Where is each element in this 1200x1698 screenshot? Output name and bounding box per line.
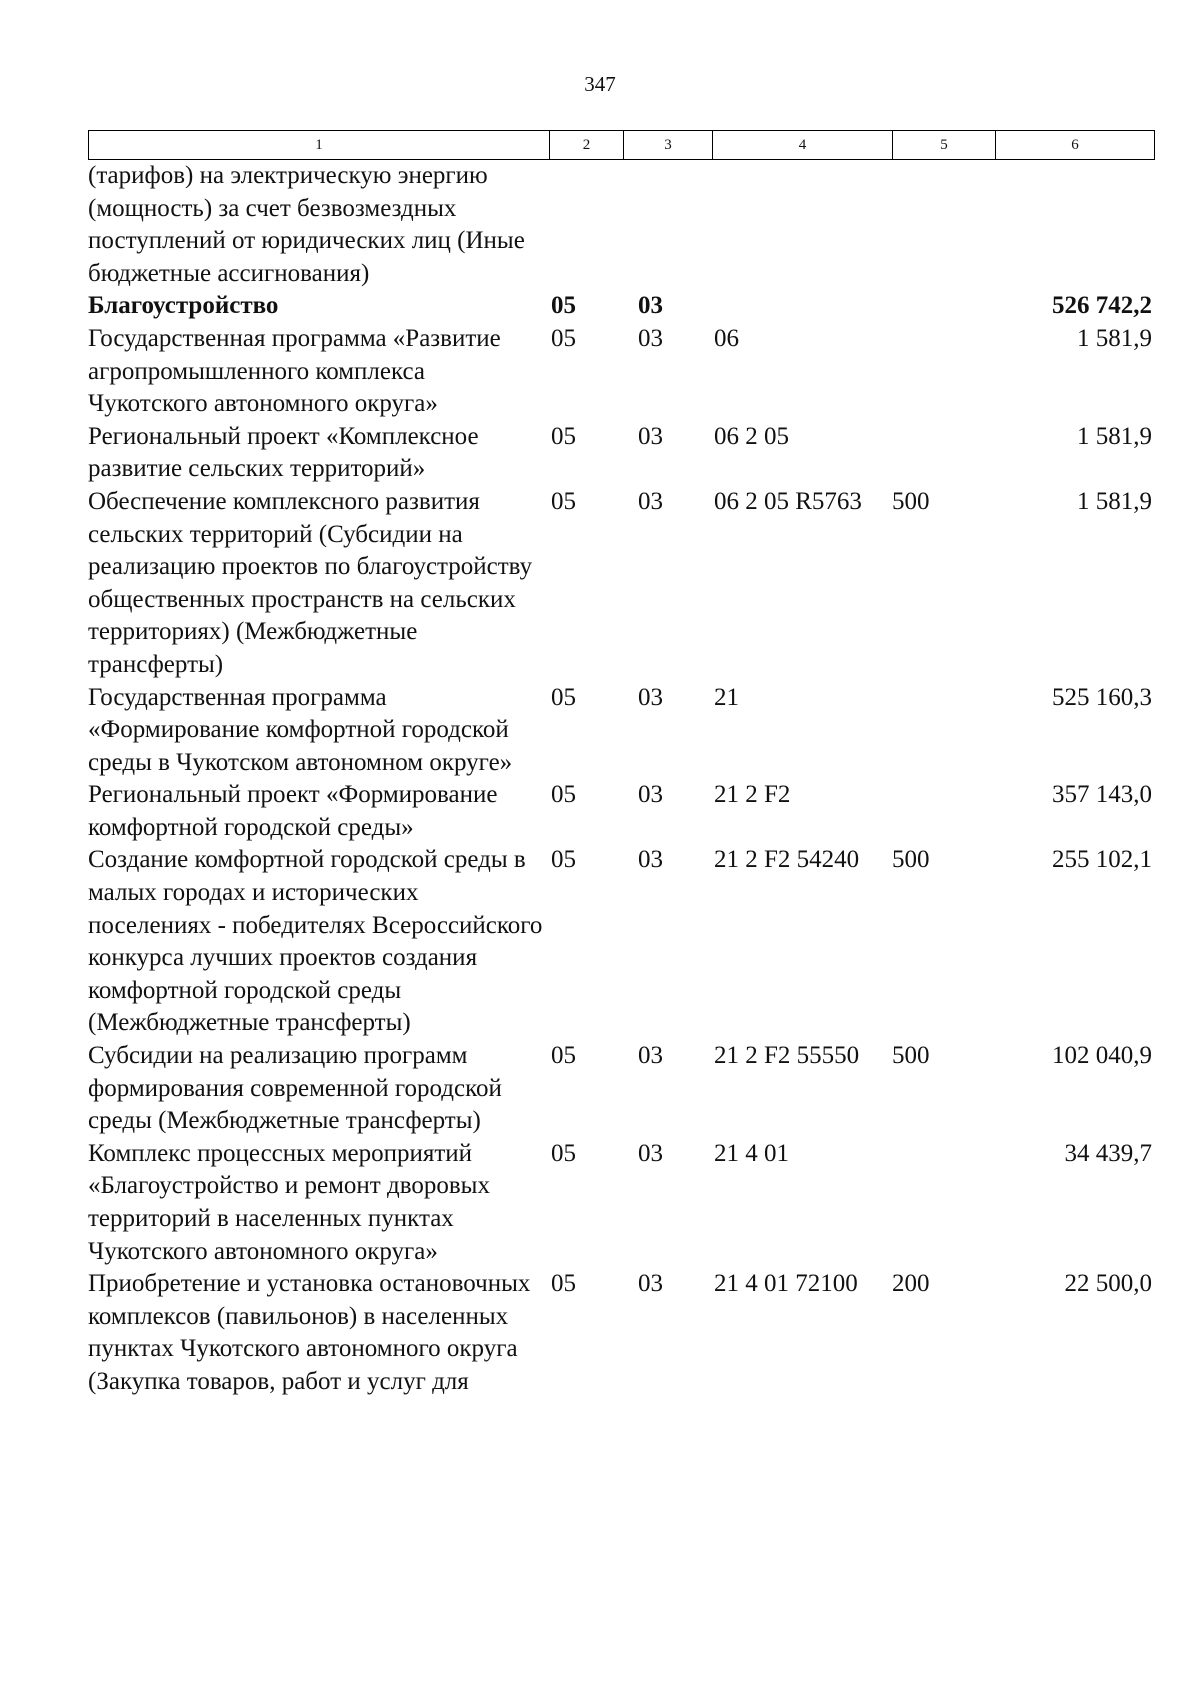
row-expense-type-cell <box>892 421 995 486</box>
page-number: 347 <box>584 72 616 96</box>
row-target-article-cell: 06 <box>714 324 739 352</box>
row-expense-type-cell <box>892 290 995 323</box>
row-subsection-cell <box>623 160 712 290</box>
row-target-article-cell: 21 4 01 <box>714 1139 789 1167</box>
row-expense-type-cell: 500 <box>892 487 930 515</box>
header-cell-5: 5 <box>893 131 996 160</box>
row-expense-type-cell <box>892 160 995 290</box>
row-target-article-cell: 06 2 05 <box>714 422 789 450</box>
row-name-cell: Государственная программа «Развитие агропромышленного комплекса Чукотского автономного округа» <box>88 324 501 418</box>
row-amount-cell: 357 143,0 <box>1052 781 1152 809</box>
row-amount-cell: 22 500,0 <box>1064 1270 1152 1298</box>
row-amount-cell: 102 040,9 <box>1052 1042 1152 1070</box>
row-expense-type-cell <box>892 682 995 780</box>
row-target-article-cell: 21 4 01 72100 <box>714 1270 858 1298</box>
row-amount-cell <box>995 160 1154 290</box>
row-name-cell: Благоустройство <box>88 292 279 320</box>
row-expense-type-cell <box>892 779 995 844</box>
row-subsection-cell: 03 <box>638 781 663 809</box>
row-name-cell: Обеспечение комплексного развития сельских территорий (Субсидии на реализацию проектов по благоустройству общественных пространств на сельских территориях) (Межбюджетные трансферты) <box>88 487 533 678</box>
row-amount-cell: 34 439,7 <box>1064 1139 1152 1167</box>
row-section-cell: 05 <box>551 846 576 874</box>
row-subsection-cell: 03 <box>638 487 663 515</box>
row-target-article-cell <box>712 160 892 290</box>
row-name-cell: Приобретение и установка остановочных комплексов (павильонов) в населенных пунктах Чукотского автономного округа (Закупка товаров, работ и услуг для <box>88 1270 531 1395</box>
row-target-article-cell: 21 <box>714 683 739 711</box>
row-subsection-cell: 03 <box>638 846 663 874</box>
budget-table <box>88 160 1154 1399</box>
row-expense-type-cell <box>892 323 995 421</box>
row-section-cell: 05 <box>551 422 576 450</box>
table-row <box>88 1040 1154 1138</box>
table-row <box>88 421 1154 486</box>
row-expense-type-cell <box>892 1138 995 1268</box>
row-amount-cell: 526 742,2 <box>1052 292 1152 320</box>
row-subsection-cell: 03 <box>638 1042 663 1070</box>
header-cell-4: 4 <box>713 131 893 160</box>
table-row <box>88 779 1154 844</box>
row-target-article-cell: 21 2 F2 55550 <box>714 1042 860 1070</box>
row-subsection-cell: 03 <box>638 292 663 320</box>
header-cell-3: 3 <box>624 131 713 160</box>
row-section-cell: 05 <box>551 324 576 352</box>
row-name-cell: (тарифов) на электрическую энергию (мощность) за счет безвозмездных поступлений от юридических лиц (Иные бюджетные ассигнования) <box>88 162 525 287</box>
table-row <box>88 1268 1154 1398</box>
table-row <box>88 844 1154 1040</box>
row-name-cell: Региональный проект «Комплексное развитие сельских территорий» <box>88 422 479 483</box>
header-cell-6: 6 <box>996 131 1155 160</box>
row-section-cell: 05 <box>551 781 576 809</box>
row-target-article-cell: 21 2 F2 <box>714 781 791 809</box>
row-name-cell: Комплекс процессных мероприятий «Благоустройство и ремонт дворовых территорий в населенных пунктах Чукотского автономного округа» <box>88 1139 490 1265</box>
budget-table-body <box>88 160 1154 1399</box>
row-subsection-cell: 03 <box>638 324 663 352</box>
row-amount-cell: 1 581,9 <box>1077 487 1152 515</box>
row-subsection-cell: 03 <box>638 683 663 711</box>
row-expense-type-cell: 500 <box>892 1042 930 1070</box>
row-amount-cell: 1 581,9 <box>1077 324 1152 352</box>
column-number-header <box>88 130 1155 160</box>
table-row <box>88 682 1154 780</box>
row-target-article-cell: 06 2 05 R5763 <box>714 487 862 515</box>
row-subsection-cell: 03 <box>638 1270 663 1298</box>
row-amount-cell: 255 102,1 <box>1052 846 1152 874</box>
row-section-cell <box>549 160 623 290</box>
row-name-cell: Государственная программа «Формирование комфортной городской среды в Чукотском автономном округе» <box>88 683 513 776</box>
header-cell-1: 1 <box>89 131 550 160</box>
row-expense-type-cell: 500 <box>892 846 930 874</box>
row-name-cell: Субсидии на реализацию программ формирования современной городской среды (Межбюджетные трансферты) <box>88 1042 502 1135</box>
table-row <box>88 486 1154 682</box>
row-subsection-cell: 03 <box>638 1139 663 1167</box>
row-target-article-cell <box>712 290 892 323</box>
row-expense-type-cell: 200 <box>892 1270 930 1298</box>
row-amount-cell: 1 581,9 <box>1077 422 1152 450</box>
table-row <box>88 290 1154 323</box>
row-section-cell: 05 <box>551 1139 576 1167</box>
row-section-cell: 05 <box>551 292 576 320</box>
row-section-cell: 05 <box>551 683 576 711</box>
row-subsection-cell: 03 <box>638 422 663 450</box>
row-section-cell: 05 <box>551 1270 576 1298</box>
row-name-cell: Региональный проект «Формирование комфортной городской среды» <box>88 781 498 841</box>
table-row <box>88 160 1154 290</box>
header-cell-2: 2 <box>550 131 624 160</box>
row-section-cell: 05 <box>551 1042 576 1070</box>
row-amount-cell: 525 160,3 <box>1052 683 1152 711</box>
row-target-article-cell: 21 2 F2 54240 <box>714 846 860 874</box>
table-row <box>88 323 1154 421</box>
table-row <box>88 1138 1154 1268</box>
row-name-cell: Создание комфортной городской среды в малых городах и исторических поселениях - победителях Всероссийского конкурса лучших проектов создания комфортной городской среды (Межбюджетные трансферты) <box>88 846 543 1037</box>
row-section-cell: 05 <box>551 487 576 515</box>
header-row <box>89 131 1155 160</box>
